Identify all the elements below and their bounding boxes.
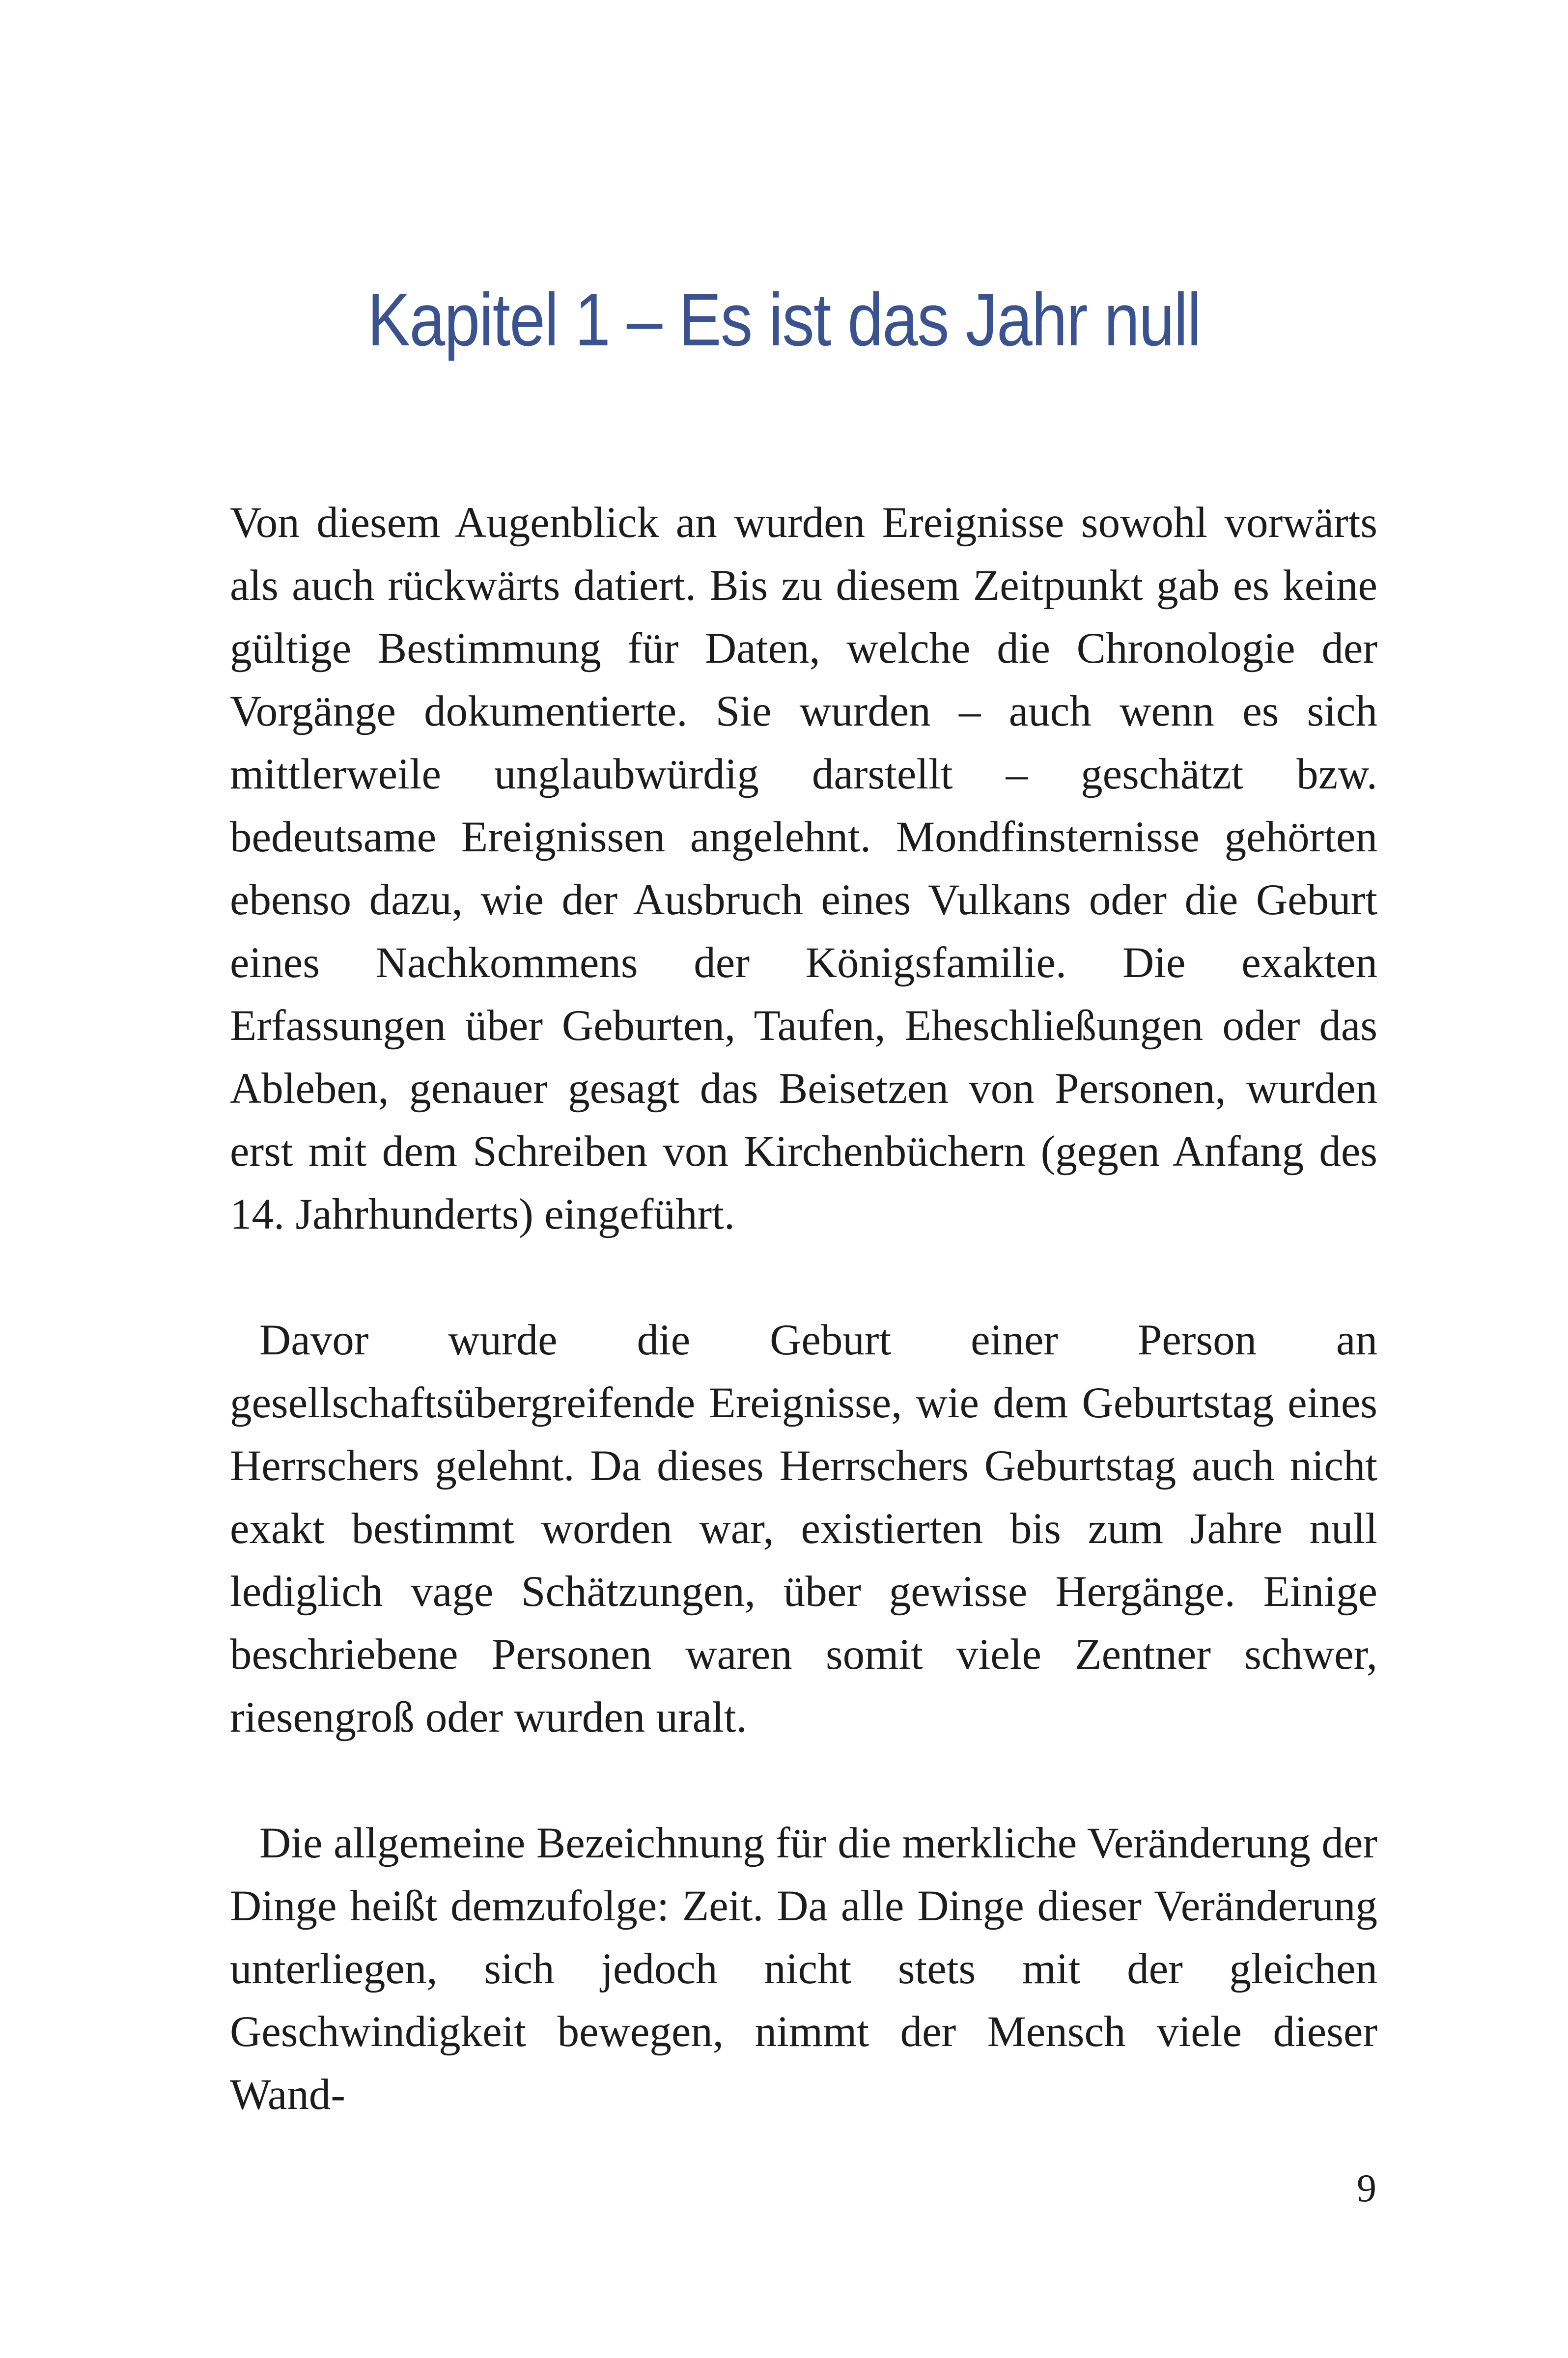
chapter-title: Kapitel 1 – Es ist das Jahr null — [367, 278, 1201, 362]
body-text — [230, 491, 1377, 2126]
page-number: 9 — [1357, 2167, 1376, 2210]
paragraph-2: Davor wurde die Geburt einer Person an gesellschaftsübergreifende Ereignisse, wie dem Geburtstag eines Herrschers gelehnt. Da dieses Herrschers Geburtstag auch nicht exakt bestimmt worden war, existierten bis zum Jahre null lediglich vage Schätzungen, über gewisse Hergänge. Einige beschriebene Personen waren somit viele Zentner schwer, riesengroß oder wurden uralt. — [230, 1316, 1377, 1741]
paragraph-1: Von diesem Augenblick an wurden Ereignisse sowohl vorwärts als auch rückwärts datiert. Bis zu diesem Zeitpunkt gab es keine gültige Bestimmung für Daten, welche die Chronologie der Vorgänge dokumentierte. Sie wurden – auch wenn es sich mittlerweile unglaubwürdig darstellt – geschätzt bzw. bedeutsame Ereignissen angelehnt. Mondfinsternisse gehörten ebenso dazu, wie der Ausbruch eines Vulkans oder die Geburt eines Nachkommens der Königsfamilie. Die exakten Erfassungen über Geburten, Taufen, Eheschließungen oder das Ableben, genauer gesagt das Beisetzen von Personen, wurden erst mit dem Schreiben von Kirchenbüchern (gegen Anfang des 14. Jahrhunderts) eingeführt. — [230, 499, 1377, 1238]
paragraph-3: Die allgemeine Bezeichnung für die merkliche Veränderung der Dinge heißt demzufolge: Zeit. Da alle Dinge dieser Veränderung unterliegen, sich jedoch nicht stets mit der gleichen Geschwindigkeit bewegen, nimmt der Mensch viele dieser Wand- — [230, 1819, 1377, 2119]
